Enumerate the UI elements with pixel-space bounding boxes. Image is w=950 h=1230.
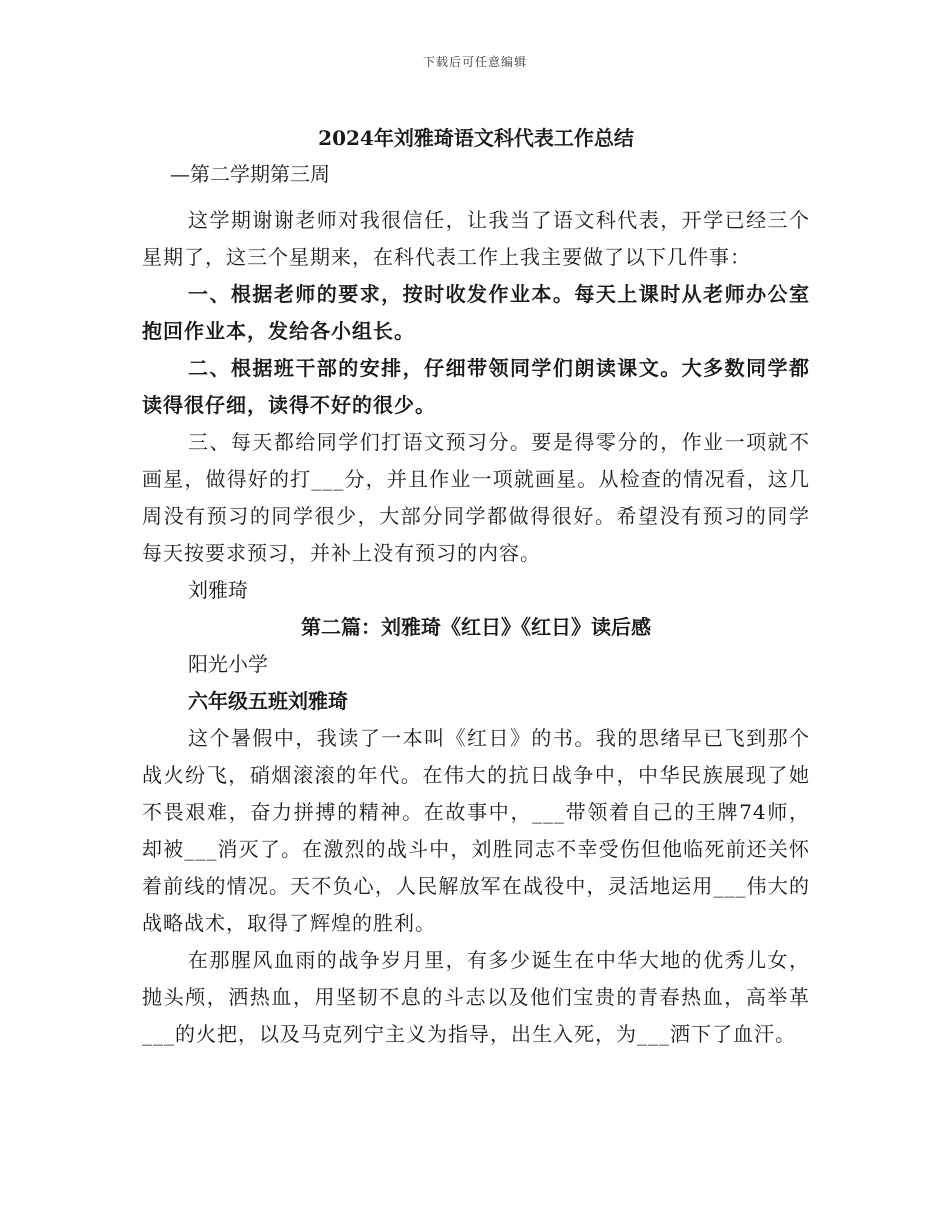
paragraph-item-1: 一、根据老师的要求，按时收发作业本。每天上课时从老师办公室抱回作业本，发给各小组长。 [142,282,810,343]
class-author: 六年级五班刘雅琦 [188,689,348,713]
section-2-title: 第二篇：刘雅琦《红日》《红日》读后感 [301,615,651,639]
paragraph-intro: 这学期谢谢老师对我很信任，让我当了语文科代表，开学已经三个星期了，这三个星期来，在科代表工作上我主要做了以下几件事： [142,208,810,269]
signature: 刘雅琦 [188,578,248,602]
document-title: 2024年刘雅琦语文科代表工作总结 [318,126,634,150]
paragraph-item-2: 二、根据班干部的安排，仔细带领同学们朗读课文。大多数同学都读得很仔细，读得不好的很少。 [142,356,810,417]
section-2-paragraph-1: 这个暑假中，我读了一本叫《红日》的书。我的思绪早已飞到那个战火纷飞，硝烟滚滚的年代。在伟大的抗日战争中，中华民族展现了她不畏艰难，奋力拼搏的精神。在故事中，___带领着自己的王牌74师，却被___消灭了。在激烈的战斗中，刘胜同志不幸受伤但他临死前还关怀着前线的情况。天不负心，人民解放军在战役中，灵活地运用___伟大的战略战术，取得了辉煌的胜利。 [142,726,810,935]
document-body [142,120,810,1053]
paragraph-item-3: 三、每天都给同学们打语文预习分。要是得零分的，作业一项就不画星，做得好的打___分，并且作业一项就画星。从检查的情况看，这几周没有预习的同学很少，大部分同学都做得很好。希望没有预习的同学每天按要求预习，并补上没有预习的内容。 [142,430,810,565]
header-note: 下载后可任意编辑 [422,55,527,69]
school-name: 阳光小学 [188,652,268,676]
document-subtitle: —第二学期第三周 [170,162,330,186]
section-2-paragraph-2: 在那腥风血雨的战争岁月里，有多少诞生在中华大地的优秀儿女，抛头颅，洒热血，用坚韧不息的斗志以及他们宝贵的青春热血，高举革___的火把，以及马克列宁主义为指导，出生入死，为___洒下了血汗。 [142,948,810,1046]
